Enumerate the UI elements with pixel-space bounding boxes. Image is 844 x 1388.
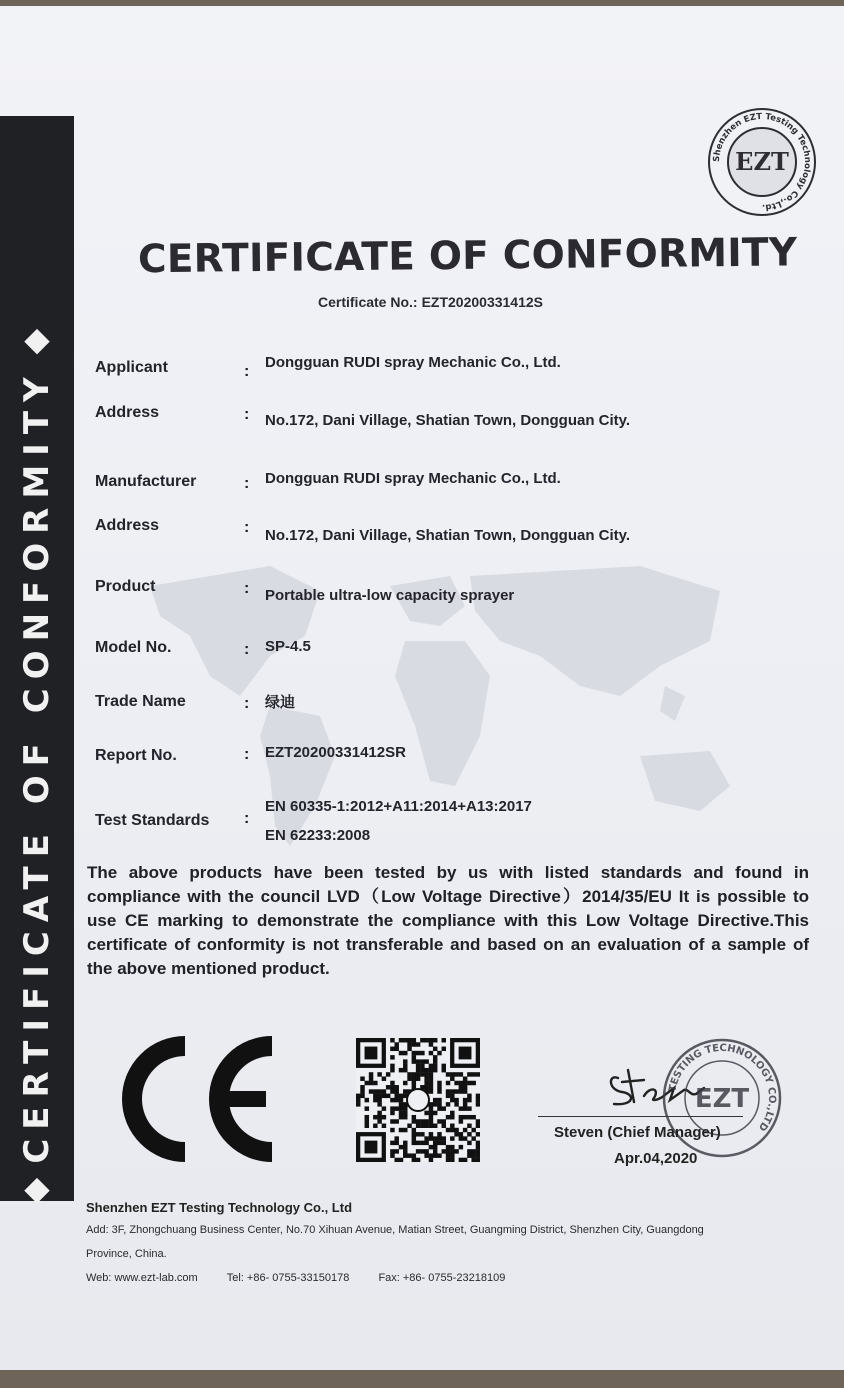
footer-address-line2: Province, China. [86,1248,167,1260]
certificate-number [314,294,543,310]
field-colon: : [244,695,250,712]
certificate-page [0,6,844,1370]
ezt-logo [706,106,818,218]
field-colon: : [244,810,250,827]
qr-code[interactable] [356,1038,480,1162]
field-value: EN 62233:2008 [265,827,371,844]
logo-text: EZT [735,147,789,176]
field-colon: : [244,363,250,380]
stamp-center-text: EZT [694,1084,750,1114]
ce-mark [122,1036,282,1162]
field-label: Address [95,404,160,421]
signer-name: Steven (Chief Manager) [554,1124,721,1141]
footer-address-line1: Add: 3F, Zhongchuang Business Center, No.70 Xihuan Avenue, Matian Street, Guangming District, Shenzhen City, Guangdong [86,1224,704,1236]
footer-fax: Fax: +86- 0755-23218109 [378,1272,506,1284]
stamp-ring-text: TESTING TECHNOLOGY CO.,LTD [667,1042,778,1133]
footer-web[interactable]: Web: www.ezt-lab.com [86,1272,198,1284]
field-colon: : [244,475,250,492]
footer-contact [86,1272,531,1284]
footer-company: Shenzhen EZT Testing Technology Co., Ltd [86,1200,353,1215]
field-label: Trade Name [95,693,186,710]
diamond-icon [24,1178,49,1203]
field-value: EN 60335-1:2012+A11:2014+A13:2017 [265,798,532,815]
certificate-number-value: EZT20200331412S [421,294,544,310]
certificate-number-label: Certificate No.: [318,294,418,310]
certificate-title: CERTIFICATE OF CONFORMITY [137,230,798,283]
field-label: Model No. [95,639,172,656]
vertical-title [17,332,57,1199]
field-value: Portable ultra-low capacity sprayer [265,587,515,604]
field-colon: : [244,406,250,423]
field-value: Dongguan RUDI spray Mechanic Co., Ltd. [265,354,561,371]
field-colon: : [244,746,250,763]
field-value: EZT20200331412SR [265,744,406,761]
company-stamp [660,1036,784,1160]
compliance-statement: The above products have been tested by us with listed standards and found in compliance with the council LVD（Low Voltage Directive）2014/35/EU It is possible to use CE marking to demonstrate the compliance with this Low Voltage Directive.This certificate of conformity is not transferable and based on an evaluation of a sample of the above mentioned product. [87,863,809,978]
field-label: Report No. [95,747,177,764]
field-label: Manufacturer [95,473,197,490]
field-colon: : [244,519,250,536]
field-colon: : [244,580,250,597]
field-value: Dongguan RUDI spray Mechanic Co., Ltd. [265,470,561,487]
diamond-icon [24,329,49,354]
field-label: Product [95,578,156,595]
field-value: No.172, Dani Village, Shatian Town, Dongguan City. [265,412,631,429]
logo-ring-text: Shenzhen EZT Testing Technology Co.,Ltd. [711,111,813,213]
field-colon: : [244,641,250,658]
vertical-title-band [0,116,74,1201]
field-label: Test Standards [95,812,210,829]
field-value: SP-4.5 [265,638,311,655]
vertical-title-text: CERTIFICATE OF CONFORMITY [17,368,57,1164]
footer-tel: Tel: +86- 0755-33150178 [226,1272,350,1284]
signature-date: Apr.04,2020 [614,1150,698,1167]
field-value: 绿迪 [265,694,296,711]
field-value: No.172, Dani Village, Shatian Town, Dongguan City. [265,527,631,544]
field-label: Applicant [95,359,168,376]
field-label: Address [95,517,160,534]
